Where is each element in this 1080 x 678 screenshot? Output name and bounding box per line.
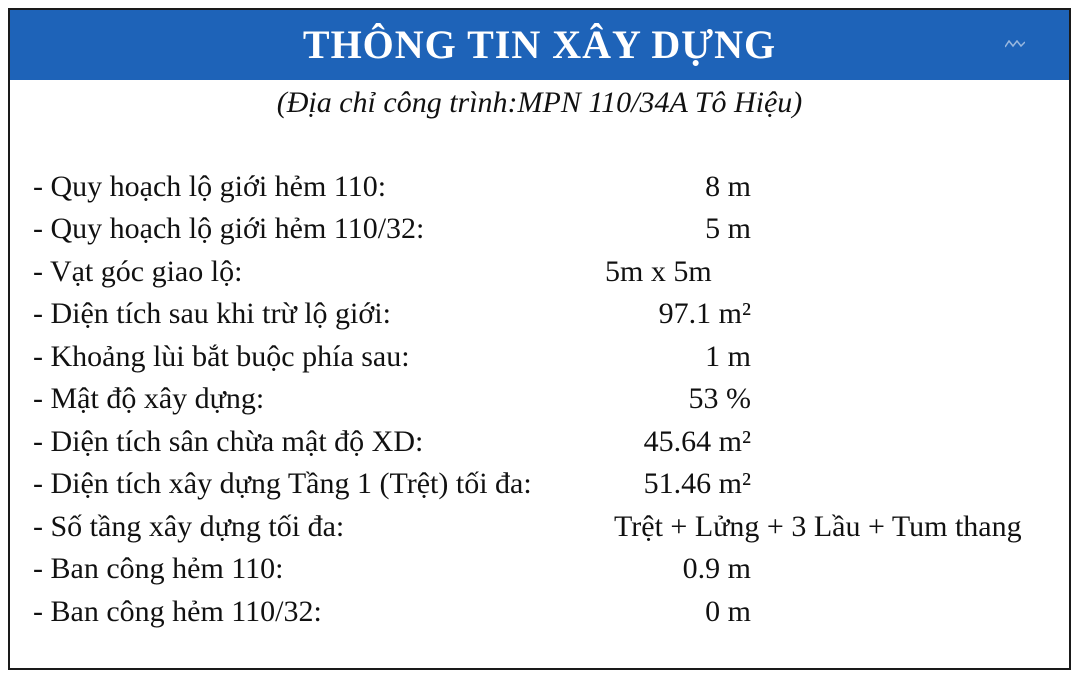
row-label: - Quy hoạch lộ giới hẻm 110/32: xyxy=(33,212,425,245)
row-label: - Khoảng lùi bắt buộc phía sau: xyxy=(33,340,410,373)
row-label: - Quy hoạch lộ giới hẻm 110: xyxy=(33,170,387,203)
row-value: 53 % xyxy=(688,382,751,415)
row-label: - Ban công hẻm 110/32: xyxy=(33,595,322,628)
list-item xyxy=(10,382,1069,424)
row-label: - Diện tích xây dựng Tầng 1 (Trệt) tối đa: xyxy=(33,467,532,500)
header-banner xyxy=(10,10,1069,80)
list-item xyxy=(10,510,1069,552)
list-item xyxy=(10,467,1069,509)
row-value: 8 m xyxy=(705,170,751,203)
row-label: - Ban công hẻm 110: xyxy=(33,552,284,585)
page-title: THÔNG TIN XÂY DỰNG xyxy=(302,21,777,67)
row-label: - Diện tích sau khi trừ lộ giới: xyxy=(33,297,391,330)
address-subtitle: (Địa chỉ công trình:MPN 110/34A Tô Hiệu) xyxy=(276,86,803,119)
watermark-icon xyxy=(1005,40,1025,48)
row-label: - Vạt góc giao lộ: xyxy=(33,255,243,288)
list-item xyxy=(10,212,1069,254)
list-item xyxy=(10,552,1069,594)
row-value: Trệt + Lửng + 3 Lầu + Tum thang xyxy=(614,510,1022,543)
list-item xyxy=(10,170,1069,212)
row-value: 45.64 m² xyxy=(643,425,751,458)
row-value: 0 m xyxy=(705,595,751,628)
list-item xyxy=(10,425,1069,467)
info-card xyxy=(8,8,1071,670)
row-value: 97.1 m² xyxy=(658,297,751,330)
row-label: - Diện tích sân chừa mật độ XD: xyxy=(33,425,424,458)
row-value: 0.9 m xyxy=(682,552,751,585)
row-value: 5m x 5m xyxy=(605,255,712,288)
list-item xyxy=(10,255,1069,297)
list-item xyxy=(10,297,1069,339)
row-value: 51.46 m² xyxy=(643,467,751,500)
list-item xyxy=(10,340,1069,382)
row-label: - Mật độ xây dựng: xyxy=(33,382,265,415)
row-label: - Số tầng xây dựng tối đa: xyxy=(33,510,345,543)
row-value: 1 m xyxy=(705,340,751,373)
list-item xyxy=(10,595,1069,637)
row-value: 5 m xyxy=(705,212,751,245)
